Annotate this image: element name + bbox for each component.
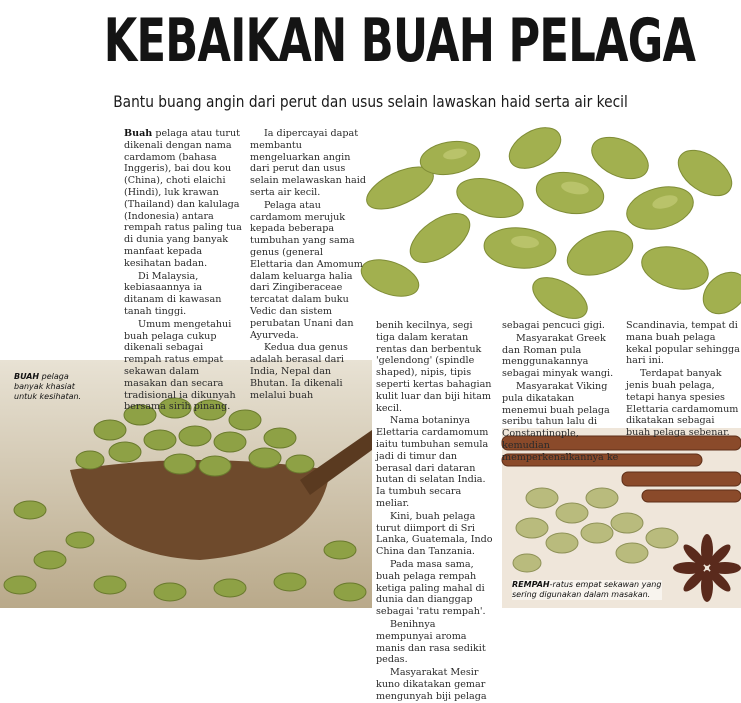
article-column-5: Scandinavia, tempat di mana buah pelaga kekal popular sehingga hari ini. Terdapat banyak jenis buah pelaga, tetapi hanya spesies Elettaria cardamomum dikatakan sebagai buah pelaga sebenar. bbox=[626, 320, 740, 439]
cardamom-pods-photo bbox=[330, 118, 741, 328]
article-column-2: Ia dipercayai dapat membantu mengeluarkan angin dari perut dan usus selain melawaskan haid serta air kecil. Pelaga atau cardamom merujuk kepada beberapa tumbuhan yang sama genus (general Elettaria dan Amomum dalam keluarga halia dari Zingiberaceae tercatat dalam buku Vedic dan sistem perubatan Unani dan Ayurveda. Kedua dua genus adalah berasal dari India, Nepal dan Bhutan. Ia dikenali melalui buah bbox=[250, 128, 366, 401]
lead-word: Buah bbox=[124, 128, 153, 139]
photo-caption-bowl: BUAH pelaga banyak khasiat untuk kesihatan. bbox=[14, 372, 82, 401]
article-column-1: Buah pelaga atau turut dikenali dengan nama cardamom (bahasa Inggeris), bai dou kou (China), choti elaichi (Hindi), luk krawan (Thailand) dan kalulaga (Indonesia) antara rempah ratus paling tua di dunia yang banyak manfaat kepada kesihatan badan. Di Malaysia, kebiasaannya ia ditanam di kawasan tanah tinggi. Umum mengetahui buah pelaga cukup dikenali sebagai rempah ratus empat sekawan dalam masakan dan secara tradisional ia dikunyah bersama sirih pinang. bbox=[124, 128, 242, 413]
subheadline: Bantu buang angin dari perut dan usus selain lawaskan haid serta air kecil bbox=[113, 92, 628, 111]
headline: KEBAIKAN BUAH PELAGA bbox=[103, 6, 696, 76]
photo-caption-spices: REMPAH-ratus empat sekawan yang sering digunakan dalam masakan. bbox=[512, 580, 662, 599]
article-column-4: sebagai pencuci gigi. Masyarakat Greek dan Roman pula menggunakannya sebagai minyak wangi. Masyarakat Viking pula dikatakan menemui buah pelaga seribu tahun lalu di Constantinople, kemudian memperkenalkannya ke bbox=[502, 320, 619, 463]
article-column-3: benih kecilnya, segi tiga dalam keratan rentas dan berbentuk 'gelendong' (spindle shaped), nipis, tipis seperti kertas bahagian kulit luar dan biji hitam kecil. Nama botaninya Elettaria cardamomum iaitu tumbuhan semula jadi di timur dan berasal dari dataran hutan di selatan India. Ia tumbuh secara meliar. Kini, buah pelaga turut diimport di Sri Lanka, Guatemala, Indo China dan Tanzania. Pada masa sama, buah pelaga rempah ketiga paling mahal di dunia dan dianggap sebagai 'ratu rempah'. Benihnya mempunyai aroma manis dan rasa sedikit pedas. Masyarakat Mesir kuno dikatakan gemar mengunyah biji pelaga bbox=[376, 320, 493, 702]
